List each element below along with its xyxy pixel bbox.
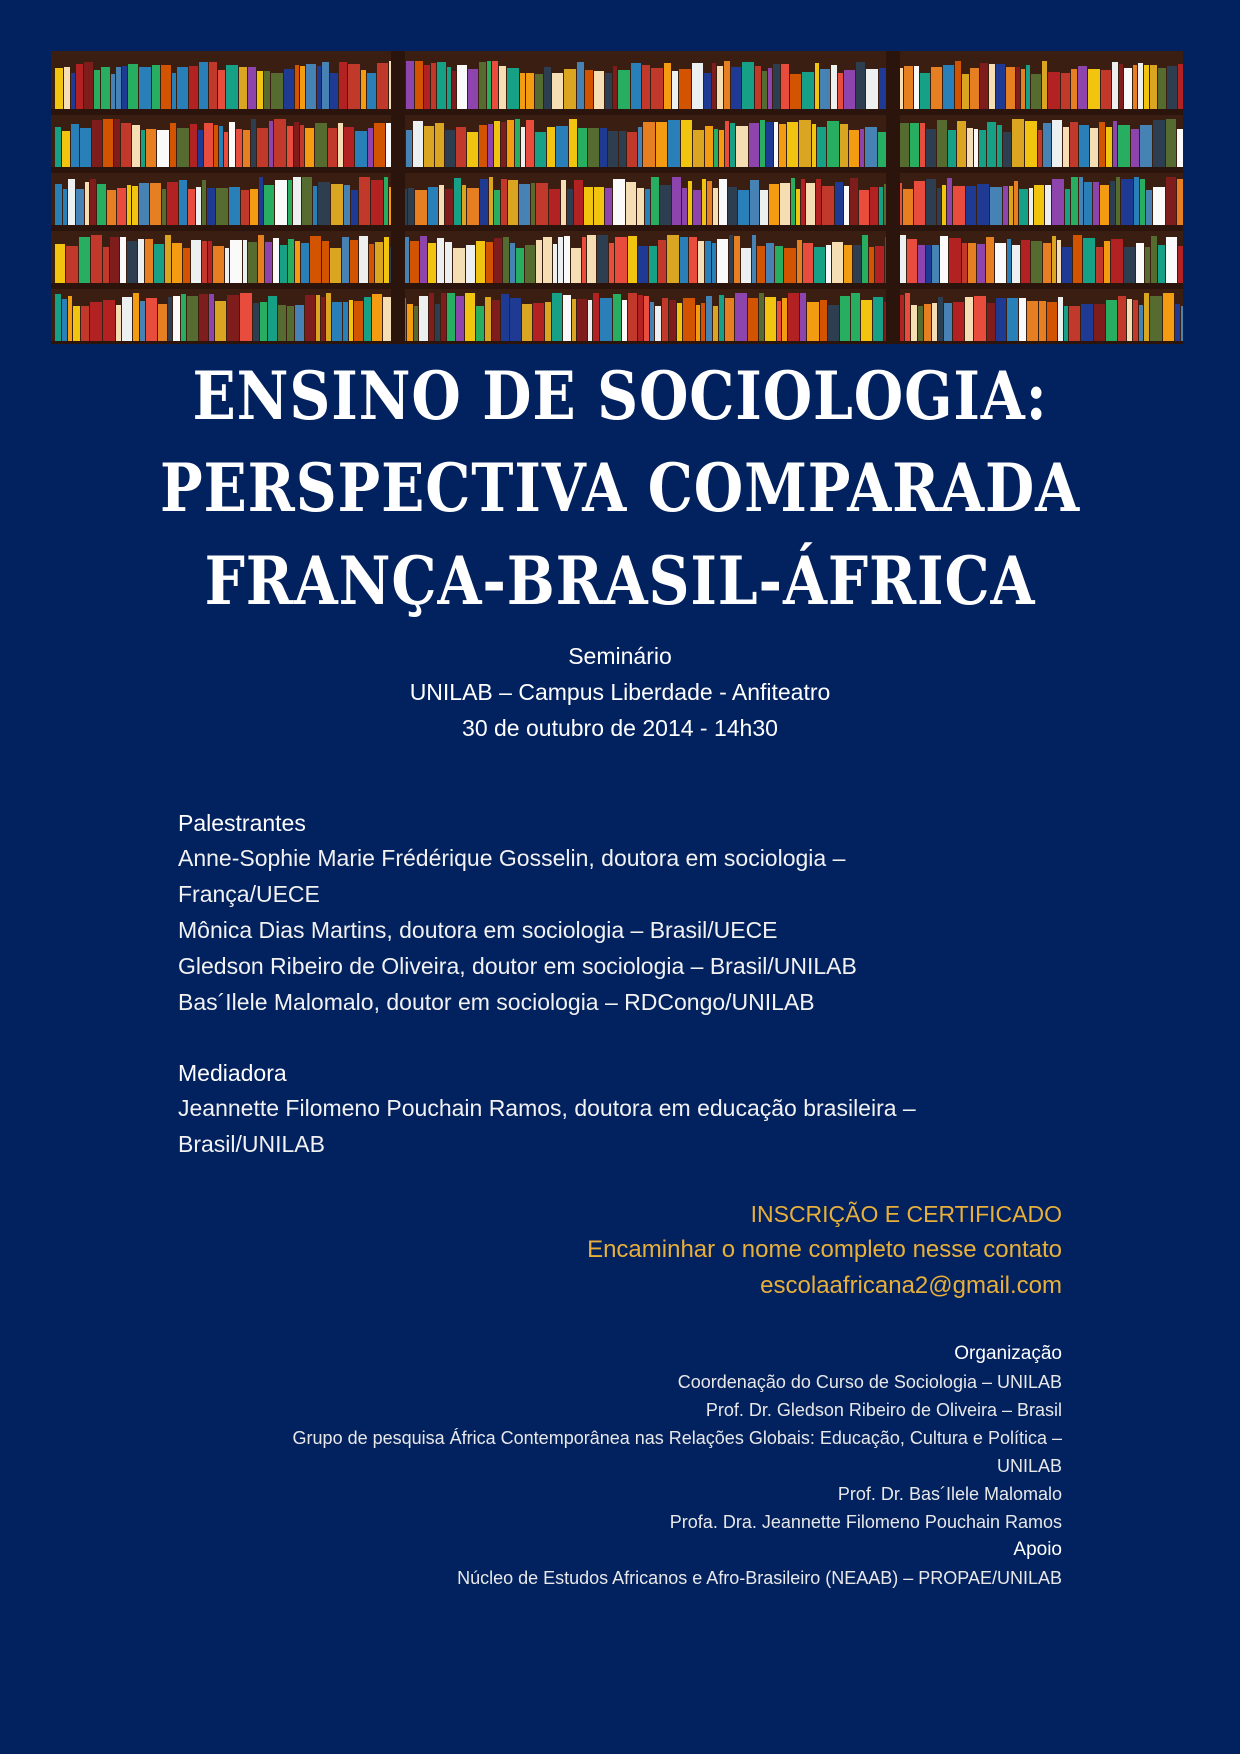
organization-line: Prof. Dr. Gledson Ribeiro de Oliveira – Brasil bbox=[705, 1400, 1062, 1420]
event-date: 30 de outubro de 2014 - 14h30 bbox=[462, 715, 778, 741]
registration-section bbox=[162, 1196, 1062, 1304]
organization-heading: Organização bbox=[954, 1343, 1062, 1364]
speaker-line: Gledson Ribeiro de Oliveira, doutor em sociologia – Brasil/UNILAB bbox=[178, 953, 857, 979]
speakers-section bbox=[178, 806, 1078, 1020]
mediator-line: Brasil/UNILAB bbox=[178, 1131, 325, 1157]
organization-line: Prof. Dr. Bas´Ilele Malomalo bbox=[837, 1484, 1062, 1504]
credits-section bbox=[162, 1340, 1062, 1592]
poster-title-line-2: PERSPECTIVA COMPARADA bbox=[159, 449, 1081, 527]
contact-email[interactable]: escolaafricana2@gmail.com bbox=[760, 1272, 1062, 1299]
mediator-line: Jeannette Filomeno Pouchain Ramos, doutora em educação brasileira – bbox=[178, 1095, 916, 1121]
support-heading: Apoio bbox=[1013, 1539, 1062, 1560]
speaker-line: Anne-Sophie Marie Frédérique Gosselin, doutora em sociologia – bbox=[178, 845, 846, 871]
poster-title-line-1: ENSINO DE SOCIOLOGIA: bbox=[192, 357, 1048, 435]
organization-line: Coordenação do Curso de Sociologia – UNILAB bbox=[677, 1372, 1062, 1392]
speaker-line: Mônica Dias Martins, doutora em sociologia – Brasil/UECE bbox=[178, 917, 778, 943]
poster-title-line-3: FRANÇA-BRASIL-ÁFRICA bbox=[204, 542, 1036, 620]
support-line: Núcleo de Estudos Africanos e Afro-Brasileiro (NEAAB) – PROPAE/UNILAB bbox=[457, 1568, 1062, 1588]
event-venue: UNILAB – Campus Liberdade - Anfiteatro bbox=[409, 679, 831, 705]
speaker-line: Bas´Ilele Malomalo, doutor em sociologia – RDCongo/UNILAB bbox=[178, 989, 815, 1015]
organization-line: Grupo de pesquisa África Contemporânea nas Relações Globais: Educação, Cultura e Política – bbox=[292, 1428, 1062, 1448]
registration-instruction: Encaminhar o nome completo nesse contato bbox=[587, 1236, 1062, 1263]
mediator-section bbox=[178, 1056, 1078, 1162]
organization-line: UNILAB bbox=[996, 1456, 1062, 1476]
speakers-heading: Palestrantes bbox=[178, 810, 306, 836]
mediator-heading: Mediadora bbox=[178, 1060, 287, 1086]
organization-line: Profa. Dra. Jeannette Filomeno Pouchain Ramos bbox=[669, 1512, 1062, 1532]
bookshelf-banner-image bbox=[51, 51, 1183, 344]
speaker-line: França/UECE bbox=[178, 881, 320, 907]
event-type: Seminário bbox=[568, 643, 672, 669]
registration-heading: INSCRIÇÃO E CERTIFICADO bbox=[750, 1201, 1062, 1227]
